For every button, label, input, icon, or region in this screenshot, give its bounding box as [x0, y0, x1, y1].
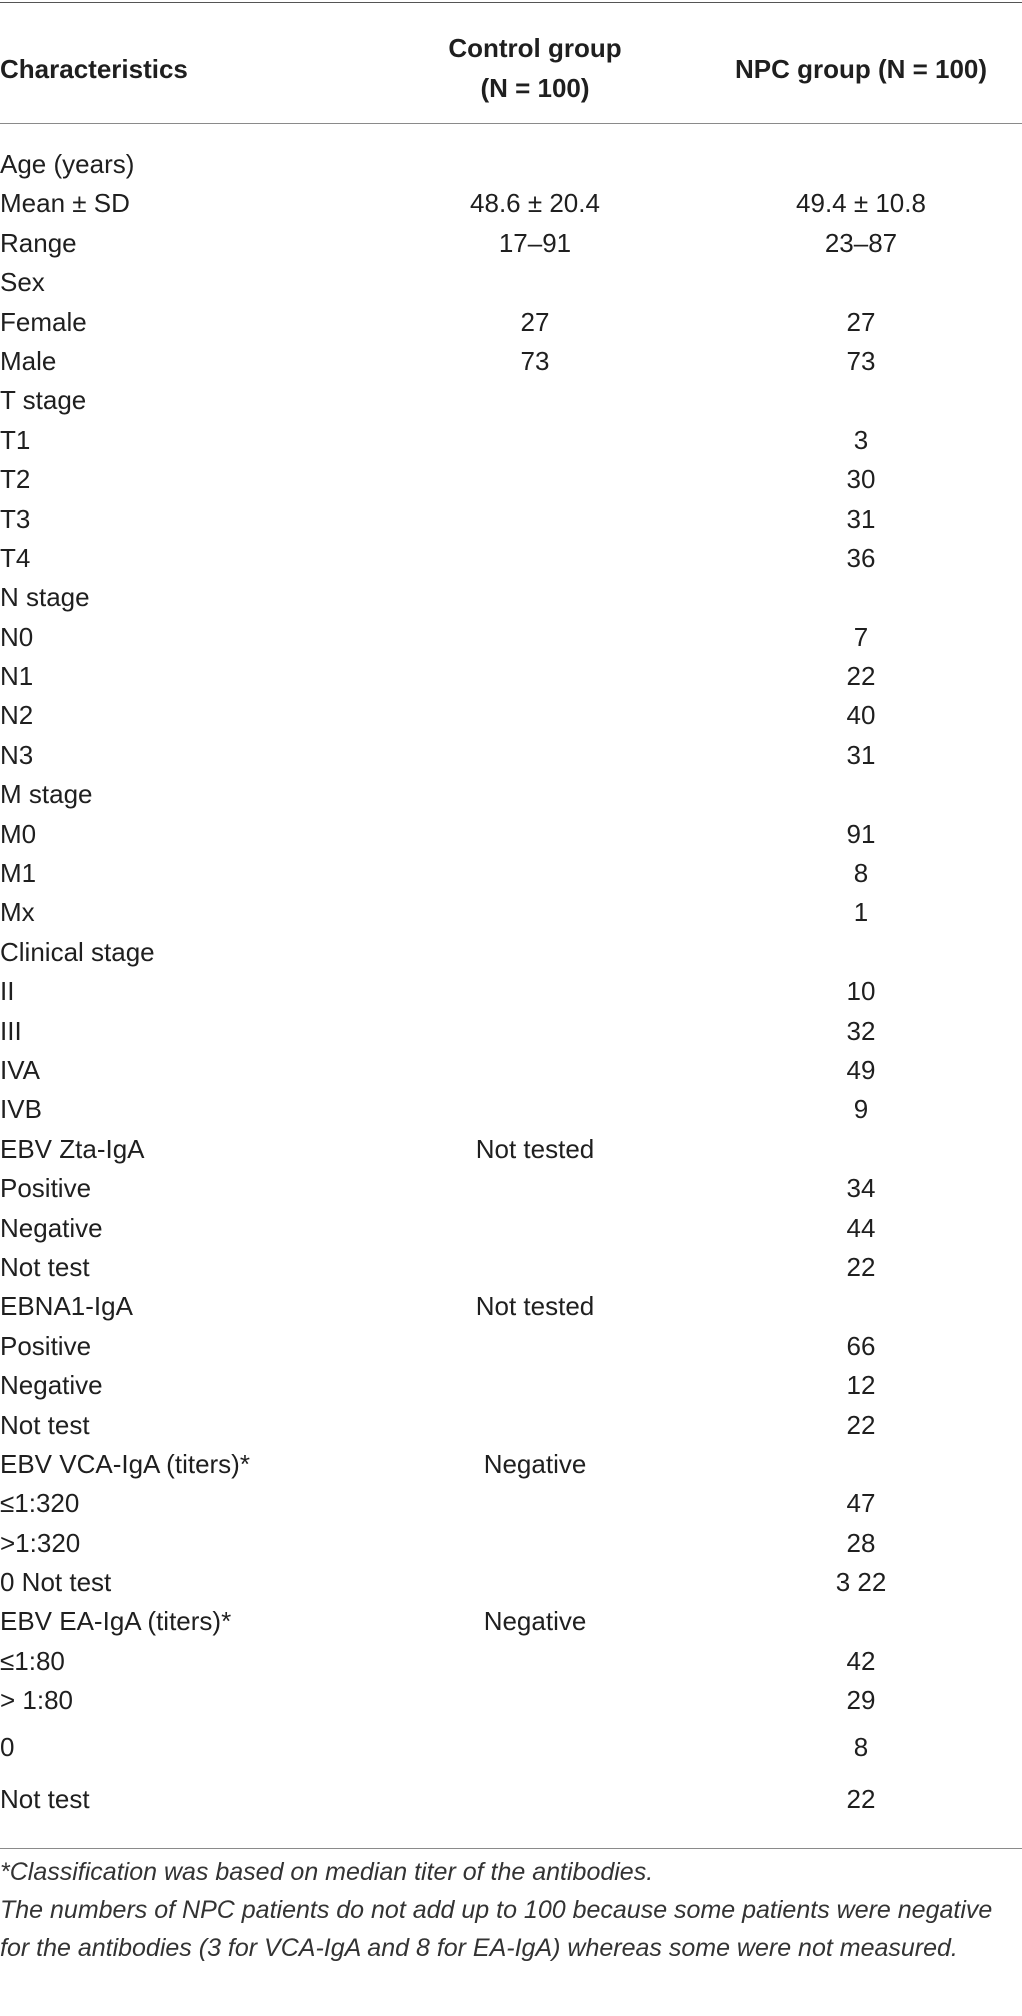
npc-value: 47 [846, 1488, 876, 1519]
row-label: EBNA1-IgA [0, 1291, 133, 1322]
control-value: Negative [483, 1448, 587, 1479]
npc-value: 49 [846, 1054, 876, 1085]
table-row [0, 539, 1022, 578]
header-control-line2: (N = 100) [480, 73, 590, 103]
row-label: N1 [0, 661, 34, 692]
table-row [0, 618, 1022, 657]
npc-value: 3 [853, 424, 869, 455]
row-label: T3 [0, 503, 31, 534]
row-label: > 1:80 [0, 1685, 74, 1716]
table-row [0, 224, 1022, 263]
row-label: M0 [0, 818, 37, 849]
table-row [0, 933, 1022, 972]
npc-value: 44 [846, 1212, 876, 1243]
table-bottom-rule [0, 1848, 1022, 1849]
table-row [0, 1090, 1022, 1129]
npc-value: 42 [846, 1645, 876, 1676]
row-label: EBV EA-IgA (titers)* [0, 1606, 232, 1637]
table-row [0, 1484, 1022, 1523]
row-label: N2 [0, 700, 34, 731]
row-label: 0 Not test [0, 1567, 112, 1598]
row-label: ≤1:80 [0, 1645, 65, 1676]
row-label: Sex [0, 267, 45, 298]
table-row [0, 1012, 1022, 1051]
row-label: IVA [0, 1054, 40, 1085]
table-row [0, 1773, 1022, 1825]
table-row [0, 1406, 1022, 1445]
npc-value: 66 [846, 1330, 876, 1361]
table-row [0, 1524, 1022, 1563]
row-label: >1:320 [0, 1527, 81, 1558]
table-footnotes [0, 1853, 1010, 1967]
table-row [0, 184, 1022, 223]
npc-value: 28 [846, 1527, 876, 1558]
row-label: T1 [0, 424, 31, 455]
row-label: II [0, 976, 15, 1007]
table-row [0, 263, 1022, 302]
npc-value: 9 [853, 1094, 869, 1125]
row-label: Female [0, 306, 87, 337]
header-npc-group: NPC group (N = 100) [734, 54, 988, 84]
footnote-npc-numbers: The numbers of NPC patients do not add up to 100 because some patients were negative for the antibodies (3 for VCA-IgA and 8 for EA-IgA) whereas some were not measured. [0, 1896, 993, 1962]
table-row [0, 972, 1022, 1011]
npc-value: 40 [846, 700, 876, 731]
npc-value: 34 [846, 1173, 876, 1204]
header-characteristics: Characteristics [0, 54, 188, 84]
table-row [0, 578, 1022, 617]
npc-value: 22 [846, 1783, 876, 1814]
npc-value: 3 22 [835, 1567, 887, 1598]
table-row [0, 1169, 1022, 1208]
control-value: 48.6 ± 20.4 [470, 188, 600, 219]
table-row [0, 421, 1022, 460]
row-label: N3 [0, 739, 34, 770]
control-value: Not tested [475, 1133, 595, 1164]
table-row [0, 145, 1022, 184]
npc-value: 8 [853, 1731, 869, 1762]
npc-value: 22 [846, 661, 876, 692]
table-top-rule [0, 2, 1022, 3]
header-control-group [380, 28, 690, 108]
row-label: Negative [0, 1370, 103, 1401]
row-label: Not test [0, 1783, 90, 1814]
table-row [0, 815, 1022, 854]
row-label: N stage [0, 582, 90, 613]
table-row [0, 1051, 1022, 1090]
npc-value: 73 [846, 345, 876, 376]
table-row [0, 1681, 1022, 1720]
npc-value: 12 [846, 1370, 876, 1401]
table-row [0, 1209, 1022, 1248]
row-label: IVB [0, 1094, 42, 1125]
npc-value: 31 [846, 739, 876, 770]
table-row [0, 775, 1022, 814]
row-label: Not test [0, 1251, 90, 1282]
npc-value: 8 [853, 858, 869, 889]
row-label: 0 [0, 1731, 15, 1762]
row-label: Mean ± SD [0, 188, 130, 219]
table-row [0, 1642, 1022, 1681]
row-label: Range [0, 227, 77, 258]
footnote-classification: *Classification was based on median titer of the antibodies. [0, 1858, 654, 1886]
npc-value: 30 [846, 464, 876, 495]
table-row [0, 381, 1022, 420]
table-body [0, 145, 1022, 1825]
npc-value: 29 [846, 1685, 876, 1716]
npc-value: 91 [846, 818, 876, 849]
table-row [0, 696, 1022, 735]
row-label: EBV Zta-IgA [0, 1133, 145, 1164]
table-row [0, 1130, 1022, 1169]
table-row [0, 303, 1022, 342]
row-label: ≤1:320 [0, 1488, 80, 1519]
row-label: EBV VCA-IgA (titers)* [0, 1448, 250, 1479]
table-row [0, 854, 1022, 893]
row-label: Not test [0, 1409, 90, 1440]
table-row [0, 736, 1022, 775]
table-row [0, 657, 1022, 696]
row-label: Mx [0, 897, 35, 928]
npc-value: 1 [853, 897, 869, 928]
table-row [0, 342, 1022, 381]
table-row [0, 1366, 1022, 1405]
npc-value: 23–87 [824, 227, 898, 258]
control-value: Not tested [475, 1291, 595, 1322]
table-row [0, 1327, 1022, 1366]
control-value: 27 [520, 306, 550, 337]
row-label: T2 [0, 464, 31, 495]
table-row [0, 1602, 1022, 1641]
npc-value: 27 [846, 306, 876, 337]
npc-value: 10 [846, 976, 876, 1007]
table-row [0, 1721, 1022, 1773]
table-header-rule [0, 123, 1022, 124]
control-value: 73 [520, 345, 550, 376]
row-label: Male [0, 345, 57, 376]
table-row [0, 500, 1022, 539]
row-label: Negative [0, 1212, 103, 1243]
header-control-line1: Control group [448, 33, 622, 63]
row-label: T stage [0, 385, 87, 416]
npc-value: 32 [846, 1015, 876, 1046]
row-label: N0 [0, 621, 34, 652]
control-value: 17–91 [498, 227, 572, 258]
row-label: Age (years) [0, 149, 135, 179]
table-header-row [0, 24, 1022, 114]
table-row [0, 460, 1022, 499]
row-label: Positive [0, 1330, 92, 1361]
row-label: M stage [0, 779, 93, 810]
row-label: M1 [0, 858, 37, 889]
npc-value: 22 [846, 1251, 876, 1282]
table-row [0, 1287, 1022, 1326]
table-row [0, 1445, 1022, 1484]
row-label: Positive [0, 1173, 92, 1204]
npc-value: 7 [853, 621, 869, 652]
control-value: Negative [483, 1606, 587, 1637]
table-row [0, 1563, 1022, 1602]
npc-value: 36 [846, 542, 876, 573]
row-label: Clinical stage [0, 936, 155, 967]
npc-value: 22 [846, 1409, 876, 1440]
row-label: T4 [0, 542, 31, 573]
row-label: III [0, 1015, 22, 1046]
table-row [0, 1248, 1022, 1287]
npc-value: 31 [846, 503, 876, 534]
npc-value: 49.4 ± 10.8 [796, 188, 926, 219]
table-row [0, 893, 1022, 932]
